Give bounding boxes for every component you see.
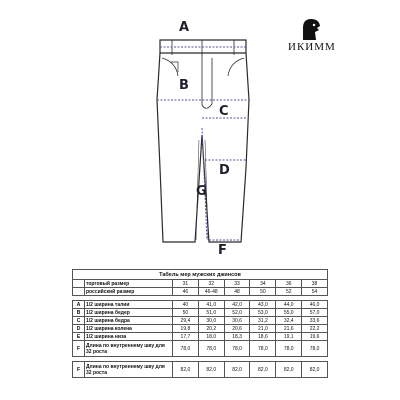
table-cell: 40	[173, 301, 199, 309]
table-cell: 19,1	[276, 333, 302, 341]
table-cell	[73, 280, 85, 288]
table-cell: 31	[173, 280, 199, 288]
table-cell: 78,0	[173, 341, 199, 357]
table-row	[73, 333, 328, 341]
table-cell: 48	[224, 288, 250, 296]
table-cell: 18,3	[224, 333, 250, 341]
table-cell: 32	[198, 280, 224, 288]
table-cell: 78,0	[224, 341, 250, 357]
table-cell: 82,0	[250, 362, 276, 378]
table-cell: 78,0	[276, 341, 302, 357]
brand-name: ИКИММ	[288, 41, 336, 53]
table-cell: 34	[250, 280, 276, 288]
table-cell	[73, 288, 85, 296]
row-letter: F	[73, 341, 85, 357]
table-cell: 19,6	[302, 333, 328, 341]
table-cell: 46	[173, 288, 199, 296]
table-cell: 82,0	[173, 362, 199, 378]
table-row	[73, 341, 328, 357]
measure-label-b: B	[179, 78, 189, 93]
table-row	[73, 325, 328, 333]
table-cell: 17,7	[173, 333, 199, 341]
row-label: 1/2 ширина колена	[85, 325, 173, 333]
table-cell: 78,0	[302, 341, 328, 357]
table-title: Табель мер мужских джинсов	[72, 269, 328, 279]
row-letter: A	[73, 301, 85, 309]
table-cell: 46,0	[302, 301, 328, 309]
table-cell: 43,0	[250, 301, 276, 309]
table-cell: 18,0	[198, 333, 224, 341]
table-cell: 30,0	[198, 317, 224, 325]
table-cell: 21,6	[276, 325, 302, 333]
row-label: торговый размер	[85, 280, 173, 288]
table-row	[73, 362, 328, 378]
table-cell: 82,0	[302, 362, 328, 378]
table-cell: 57,0	[302, 309, 328, 317]
table-cell: 55,0	[276, 309, 302, 317]
table-cell: 82,0	[198, 362, 224, 378]
table-cell: 51,0	[198, 309, 224, 317]
table-cell: 18,6	[250, 333, 276, 341]
lion-head-icon	[295, 16, 325, 42]
table-cell: 22,2	[302, 325, 328, 333]
table-cell: 78,0	[198, 341, 224, 357]
row-letter: D	[73, 325, 85, 333]
table-cell: 42,0	[224, 301, 250, 309]
row-label: 1/2 ширина бедра	[85, 317, 173, 325]
table-row	[73, 301, 328, 309]
measure-label-a: A	[179, 20, 190, 35]
table-cell: 33	[224, 280, 250, 288]
table-cell: 54	[302, 288, 328, 296]
table-row	[73, 309, 328, 317]
table-cell: 46-48	[198, 288, 224, 296]
table-row	[73, 280, 328, 288]
table-cell: 36	[276, 280, 302, 288]
row-label: российский размер	[85, 288, 173, 296]
table-cell: 78,0	[250, 341, 276, 357]
table-cell: 33,6	[302, 317, 328, 325]
table-row	[73, 317, 328, 325]
table-cell: 30,6	[224, 317, 250, 325]
table-cell: 44,0	[276, 301, 302, 309]
table-cell: 82,0	[224, 362, 250, 378]
table-cell: 32,4	[276, 317, 302, 325]
row-label: Длина по внутреннему шву для 32 роста	[85, 341, 173, 357]
table-cell: 52	[276, 288, 302, 296]
row-letter: C	[73, 317, 85, 325]
table-cell: 21,0	[250, 325, 276, 333]
table-cell: 29,4	[173, 317, 199, 325]
table-cell: 20,6	[224, 325, 250, 333]
measure-label-c: C	[219, 104, 229, 119]
size-chart-table	[72, 269, 328, 378]
row-letter: E	[73, 333, 85, 341]
table-cell: 19,8	[173, 325, 199, 333]
table-cell: 82,0	[276, 362, 302, 378]
table-cell: 50	[173, 309, 199, 317]
table-cell: 20,2	[198, 325, 224, 333]
measure-label-f: F	[218, 243, 227, 258]
row-label: Длина по внутреннему шву для 32 роста	[85, 362, 173, 378]
row-label: 1/2 ширина низа	[85, 333, 173, 341]
measure-label-g: G	[196, 184, 207, 199]
table-cell: 41,0	[198, 301, 224, 309]
table-cell: 31,2	[250, 317, 276, 325]
row-label: 1/2 ширина талии	[85, 301, 173, 309]
size-table	[72, 279, 328, 378]
row-letter: B	[73, 309, 85, 317]
table-cell: 52,0	[224, 309, 250, 317]
table-row	[73, 288, 328, 296]
table-cell: 53,0	[250, 309, 276, 317]
table-cell: 50	[250, 288, 276, 296]
table-cell: 38	[302, 280, 328, 288]
measure-label-d: D	[219, 163, 230, 178]
row-label: 1/2 ширина бедер	[85, 309, 173, 317]
row-letter: F	[73, 362, 85, 378]
